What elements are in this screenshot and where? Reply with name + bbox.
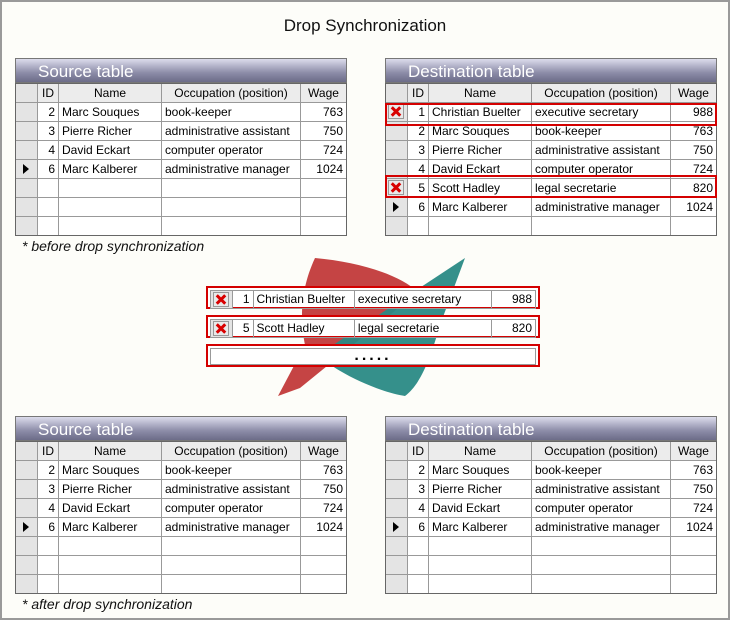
row-selector — [211, 320, 232, 337]
table-row[interactable] — [16, 140, 346, 159]
cell-wage: 763 — [670, 461, 716, 479]
dropped-row — [206, 286, 540, 309]
cell-occupation: computer operator — [531, 160, 670, 178]
table-row[interactable] — [386, 102, 716, 121]
data-grid — [15, 83, 347, 236]
cell-id: 2 — [37, 461, 58, 479]
row-selector[interactable] — [16, 461, 37, 479]
cell-wage: 750 — [300, 122, 346, 140]
cell-wage: 988 — [491, 291, 535, 308]
cell-occupation: administrative assistant — [161, 480, 300, 498]
row-pointer-icon — [23, 164, 29, 174]
row-selector[interactable] — [16, 518, 37, 536]
table-row[interactable] — [386, 178, 716, 197]
row-selector[interactable] — [16, 160, 37, 178]
row-selector[interactable] — [386, 499, 407, 517]
column-header-occupation[interactable]: Occupation (position) — [531, 84, 670, 102]
row-selector-header — [386, 84, 407, 102]
row-selector[interactable] — [16, 499, 37, 517]
cell-id: 3 — [37, 480, 58, 498]
grid-header-row — [386, 441, 716, 460]
panel-header: Destination table — [385, 416, 717, 441]
cell-wage: 1024 — [300, 518, 346, 536]
cell-id: 4 — [37, 141, 58, 159]
cell-occupation: computer operator — [161, 141, 300, 159]
cell-name: Marc Kalberer — [428, 198, 531, 216]
cell-wage: 988 — [670, 103, 716, 121]
cell-id: 5 — [232, 320, 253, 337]
empty-row — [386, 216, 716, 235]
cell-occupation: computer operator — [161, 499, 300, 517]
column-header-wage[interactable]: Wage — [300, 442, 346, 460]
row-selector-header — [16, 442, 37, 460]
empty-row — [16, 216, 346, 235]
cell-name: Pierre Richer — [58, 480, 161, 498]
cell-wage: 820 — [670, 179, 716, 197]
cell-id: 6 — [407, 518, 428, 536]
panel-header: Destination table — [385, 58, 717, 83]
table-row[interactable] — [16, 479, 346, 498]
cell-name: David Eckart — [58, 141, 161, 159]
cell-name: Christian Buelter — [253, 291, 354, 308]
row-selector[interactable] — [386, 198, 407, 216]
cell-occupation: executive secretary — [531, 103, 670, 121]
column-header-name[interactable]: Name — [58, 442, 161, 460]
cell-occupation: book-keeper — [531, 461, 670, 479]
empty-row — [386, 574, 716, 593]
column-header-wage[interactable]: Wage — [300, 84, 346, 102]
cell-id: 2 — [37, 103, 58, 121]
table-row[interactable] — [16, 460, 346, 479]
cell-occupation: legal secretarie — [531, 179, 670, 197]
empty-row — [386, 536, 716, 555]
cell-occupation: book-keeper — [161, 461, 300, 479]
panel-header: Source table — [15, 58, 347, 83]
cell-name: Scott Hadley — [428, 179, 531, 197]
cell-name: Marc Kalberer — [58, 518, 161, 536]
cell-id: 3 — [37, 122, 58, 140]
cell-id: 6 — [407, 198, 428, 216]
red-x-icon — [213, 321, 229, 336]
table-row[interactable] — [386, 140, 716, 159]
data-grid — [15, 441, 347, 594]
cell-occupation: administrative manager — [161, 160, 300, 178]
cell-wage: 724 — [670, 499, 716, 517]
cell-id: 4 — [407, 499, 428, 517]
cell-name: David Eckart — [58, 499, 161, 517]
cell-occupation: administrative manager — [531, 198, 670, 216]
cell-id: 2 — [407, 461, 428, 479]
empty-row — [16, 555, 346, 574]
grid-header-row — [386, 83, 716, 102]
column-header-wage[interactable]: Wage — [670, 84, 716, 102]
empty-row — [386, 555, 716, 574]
grid-header-row — [16, 441, 346, 460]
cell-occupation: legal secretarie — [354, 320, 491, 337]
red-x-icon — [388, 180, 404, 195]
cell-occupation: administrative manager — [161, 518, 300, 536]
row-pointer-icon — [393, 522, 399, 532]
cell-wage: 1024 — [670, 518, 716, 536]
cell-wage: 763 — [300, 461, 346, 479]
column-header-occupation[interactable]: Occupation (position) — [531, 442, 670, 460]
cell-name: Marc Souques — [428, 122, 531, 140]
table-row[interactable] — [386, 479, 716, 498]
column-header-wage[interactable]: Wage — [670, 442, 716, 460]
table-row[interactable] — [16, 102, 346, 121]
cell-wage: 750 — [670, 480, 716, 498]
row-selector-header — [386, 442, 407, 460]
column-header-name[interactable]: Name — [58, 84, 161, 102]
panel-header: Source table — [15, 416, 347, 441]
cell-id: 3 — [407, 480, 428, 498]
row-pointer-icon — [393, 202, 399, 212]
row-selector[interactable] — [386, 122, 407, 140]
cell-wage: 724 — [300, 141, 346, 159]
cell-id: 4 — [37, 499, 58, 517]
column-header-id[interactable]: ID — [37, 84, 58, 102]
cell-wage: 763 — [670, 122, 716, 140]
column-header-id[interactable]: ID — [37, 442, 58, 460]
cell-occupation: administrative assistant — [531, 141, 670, 159]
table-row — [210, 290, 536, 309]
cell-name: Marc Souques — [428, 461, 531, 479]
column-header-id[interactable]: ID — [407, 442, 428, 460]
empty-row — [16, 178, 346, 197]
cell-id: 1 — [407, 103, 428, 121]
dropped-more-row — [206, 344, 540, 367]
page-title: Drop Synchronization — [283, 16, 447, 35]
row-selector[interactable] — [16, 122, 37, 140]
grid-header-row — [16, 83, 346, 102]
cell-wage: 724 — [300, 499, 346, 517]
cell-name: David Eckart — [428, 499, 531, 517]
table-row[interactable] — [16, 159, 346, 178]
before-destination-panel — [385, 58, 717, 236]
cell-occupation: book-keeper — [161, 103, 300, 121]
data-grid — [385, 83, 717, 236]
red-x-icon — [213, 292, 229, 307]
cell-occupation: book-keeper — [531, 122, 670, 140]
cell-occupation: executive secretary — [354, 291, 491, 308]
data-grid — [385, 441, 717, 594]
after-destination-panel — [385, 416, 717, 594]
row-selector — [211, 291, 232, 308]
table-row[interactable] — [386, 460, 716, 479]
table-row[interactable] — [386, 159, 716, 178]
row-selector[interactable] — [386, 179, 407, 197]
cell-id: 5 — [407, 179, 428, 197]
cell-wage: 750 — [300, 480, 346, 498]
table-row[interactable] — [16, 121, 346, 140]
cell-id: 1 — [232, 291, 253, 308]
cell-name: David Eckart — [428, 160, 531, 178]
after-source-panel — [15, 416, 347, 594]
table-row[interactable] — [386, 498, 716, 517]
cell-id: 6 — [37, 160, 58, 178]
table-row[interactable] — [16, 498, 346, 517]
row-selector[interactable] — [16, 141, 37, 159]
row-selector[interactable] — [386, 160, 407, 178]
column-header-occupation[interactable]: Occupation (position) — [161, 84, 300, 102]
row-selector[interactable] — [16, 480, 37, 498]
cell-wage: 763 — [300, 103, 346, 121]
row-selector-header — [16, 84, 37, 102]
cell-name: Marc Souques — [58, 461, 161, 479]
row-pointer-icon — [23, 522, 29, 532]
cell-wage: 820 — [491, 320, 535, 337]
empty-row — [16, 574, 346, 593]
dropped-row — [206, 315, 540, 338]
cell-occupation: computer operator — [531, 499, 670, 517]
cell-occupation: administrative assistant — [531, 480, 670, 498]
table-row[interactable] — [386, 121, 716, 140]
row-selector[interactable] — [16, 103, 37, 121]
cell-name: Marc Kalberer — [58, 160, 161, 178]
table-row[interactable] — [386, 517, 716, 536]
row-selector[interactable] — [386, 103, 407, 121]
table-row — [210, 319, 536, 338]
ellipsis-text: ..... — [210, 348, 536, 365]
cell-id: 2 — [407, 122, 428, 140]
table-row[interactable] — [16, 517, 346, 536]
red-x-icon — [388, 104, 404, 119]
after-note: * after drop synchronization — [22, 596, 193, 612]
cell-name: Christian Buelter — [428, 103, 531, 121]
cell-id: 4 — [407, 160, 428, 178]
row-selector[interactable] — [386, 518, 407, 536]
column-header-name[interactable]: Name — [428, 84, 531, 102]
before-source-panel — [15, 58, 347, 236]
cell-occupation: administrative manager — [531, 518, 670, 536]
cell-wage: 1024 — [300, 160, 346, 178]
cell-wage: 724 — [670, 160, 716, 178]
column-header-name[interactable]: Name — [428, 442, 531, 460]
row-selector[interactable] — [386, 141, 407, 159]
column-header-occupation[interactable]: Occupation (position) — [161, 442, 300, 460]
empty-row — [16, 536, 346, 555]
row-selector[interactable] — [386, 461, 407, 479]
cell-name: Pierre Richer — [58, 122, 161, 140]
column-header-id[interactable]: ID — [407, 84, 428, 102]
cell-name: Pierre Richer — [428, 141, 531, 159]
table-row[interactable] — [386, 197, 716, 216]
cell-wage: 1024 — [670, 198, 716, 216]
before-note: * before drop synchronization — [22, 238, 205, 254]
cell-wage: 750 — [670, 141, 716, 159]
empty-row — [16, 197, 346, 216]
cell-name: Marc Souques — [58, 103, 161, 121]
cell-name: Scott Hadley — [253, 320, 354, 337]
cell-name: Pierre Richer — [428, 480, 531, 498]
cell-occupation: administrative assistant — [161, 122, 300, 140]
cell-id: 6 — [37, 518, 58, 536]
cell-id: 3 — [407, 141, 428, 159]
row-selector[interactable] — [386, 480, 407, 498]
cell-name: Marc Kalberer — [428, 518, 531, 536]
